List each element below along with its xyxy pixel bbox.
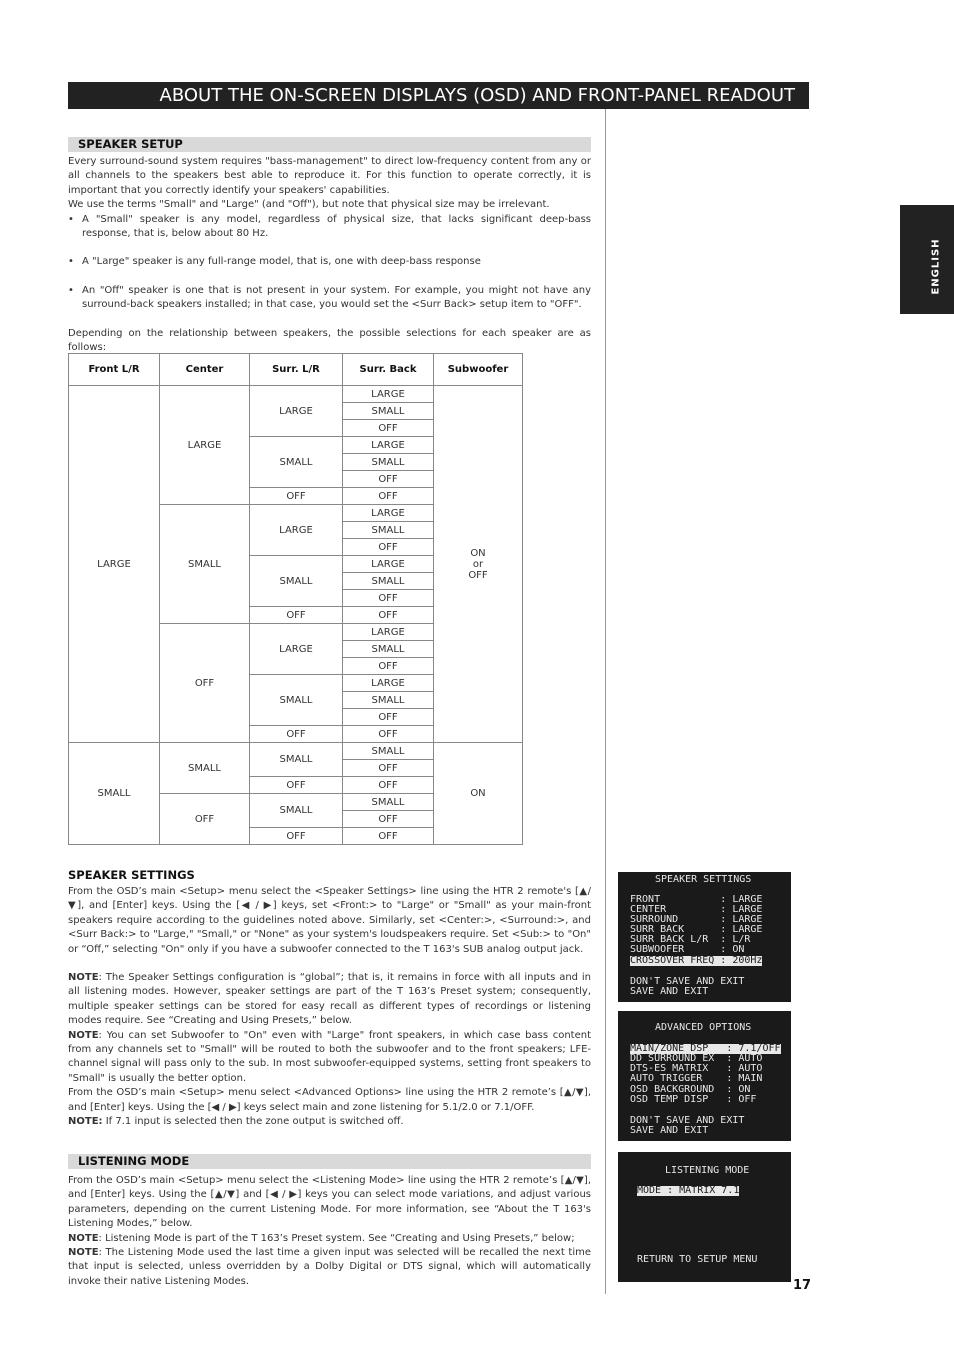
- column-divider: [605, 109, 606, 1294]
- osd-footer: DON'T SAVE AND EXIT: [630, 1115, 745, 1126]
- osd-footer: SAVE AND EXIT: [630, 986, 709, 997]
- osd-row: SURROUND : LARGE: [630, 914, 763, 925]
- table-cell: OFF: [160, 794, 250, 845]
- table-cell: OFF: [343, 590, 434, 607]
- table-cell: OFF: [343, 658, 434, 675]
- table-cell: SMALL: [250, 437, 343, 488]
- bullet-small: • A "Small" speaker is any model, regardless of physical size, that lacks significant deep-bass response, that is, below about 80 Hz.: [68, 213, 591, 240]
- table-cell: OFF: [343, 709, 434, 726]
- table-cell: LARGE: [250, 505, 343, 556]
- table-cell: ON: [434, 743, 523, 845]
- speaker-settings-heading: SPEAKER SETTINGS: [68, 868, 195, 882]
- table-cell: OFF: [343, 488, 434, 505]
- page-title-banner: ABOUT THE ON-SCREEN DISPLAYS (OSD) AND FRONT-PANEL READOUT: [68, 82, 809, 109]
- table-cell: SMALL: [250, 556, 343, 607]
- table-cell: LARGE: [343, 624, 434, 641]
- osd-row: DTS-ES MATRIX : AUTO: [630, 1063, 763, 1074]
- speaker-settings-note1: NOTE: The Speaker Settings configuration is “global”; that is, it remains in force with all inputs and in all listening modes. However, speaker settings are part of the T 163’s Preset system; consequently, multiple speaker settings can be stored for easy recall as different types of recordings or listening modes require. See “Creating and Using Presets,” below.: [68, 972, 591, 1027]
- table-cell: LARGE: [343, 505, 434, 522]
- listening-mode-note2: NOTE: The Listening Mode used the last time a given input was selected will be recalled the next time that input is selected, unless overridden by a Dolby Digital or DTS signal, which will automatically invoke their native Listening Modes.: [68, 1247, 591, 1287]
- osd-row: SUBWOOFER : ON: [630, 944, 745, 955]
- language-tab: [900, 205, 954, 314]
- speaker-settings-p1: From the OSD’s main <Setup> menu select the <Speaker Settings> line using the HTR 2 remote's [▲/▼], and [Enter] keys. Using the [◀ / ▶] keys, set <Front:> to "Large" or "Small" as your main-front speakers require according to the guidelines noted above. Similarly, set <Center:>, <Surround:>, and <Surr Back:> to "Large," "Small," or "None" as your system's loudspeakers require. Set <Sub:> to "On" or “Off,” selecting "On" only if you have a subwoofer connected to the T 163's SUB analog output jack.: [68, 886, 591, 955]
- speaker-setup-body: [68, 155, 591, 355]
- table-cell: SMALL: [343, 743, 434, 760]
- table-cell: OFF: [160, 624, 250, 743]
- speaker-settings-note3: NOTE: If 7.1 input is selected then the zone output is switched off.: [68, 1116, 404, 1128]
- table-cell: OFF: [343, 777, 434, 794]
- osd-row-selected: MODE : MATRIX 7.1: [637, 1185, 740, 1196]
- table-cell: OFF: [250, 828, 343, 845]
- table-cell: SMALL: [250, 743, 343, 777]
- table-cell: OFF: [343, 607, 434, 624]
- osd-row: CENTER : LARGE: [630, 904, 763, 915]
- osd-row: DD SURROUND EX : AUTO: [630, 1053, 763, 1064]
- header-subwoofer: Subwoofer: [434, 354, 523, 386]
- table-cell: SMALL: [160, 505, 250, 624]
- osd-row: AUTO TRIGGER : MAIN: [630, 1073, 763, 1084]
- header-front: Front L/R: [69, 354, 160, 386]
- table-cell: OFF: [250, 488, 343, 505]
- header-surr-back: Surr. Back: [343, 354, 434, 386]
- table-cell: SMALL: [250, 794, 343, 828]
- speaker-selection-table: [68, 353, 523, 845]
- table-cell: ON or OFF: [434, 386, 523, 743]
- table-cell: OFF: [343, 420, 434, 437]
- header-center: Center: [160, 354, 250, 386]
- speaker-settings-body: [68, 885, 591, 1130]
- osd-footer: SAVE AND EXIT: [630, 1125, 709, 1136]
- speaker-setup-intro2: We use the terms "Small" and "Large" (and "Off"), but note that physical size may be irrelevant.: [68, 199, 550, 211]
- table-cell: SMALL: [69, 743, 160, 845]
- bullet-large: • A "Large" speaker is any full-range model, that is, one with deep-bass response: [68, 256, 481, 268]
- table-cell: LARGE: [343, 386, 434, 403]
- osd-speaker-settings-screen: [618, 872, 791, 1002]
- table-cell: OFF: [250, 777, 343, 794]
- table-cell: SMALL: [250, 675, 343, 726]
- osd-advanced-options-screen: [618, 1011, 791, 1141]
- page-number: 17: [793, 1278, 812, 1293]
- table-cell: LARGE: [343, 675, 434, 692]
- listening-mode-heading: LISTENING MODE: [68, 1154, 591, 1169]
- speaker-settings-note2: NOTE: You can set Subwoofer to "On" even with "Large" front speakers, in which case bass content from any channels set to "Small" will be routed to both the subwoofer and to the front speakers; LFE-channel signal will pass only to the sub. In most subwoofer-equipped systems, setting front speakers to "Small" is usually the better option.: [68, 1029, 591, 1084]
- table-cell: SMALL: [343, 454, 434, 471]
- table-cell: SMALL: [343, 522, 434, 539]
- osd-footer: RETURN TO SETUP MENU: [637, 1254, 758, 1265]
- listening-mode-note1: NOTE: Listening Mode is part of the T 163’s Preset system. See “Creating and Using Presets,” below;: [68, 1232, 575, 1244]
- table-cell: LARGE: [160, 386, 250, 505]
- table-cell: OFF: [250, 607, 343, 624]
- osd-row: OSD BACKGROUND : ON: [630, 1084, 751, 1095]
- header-surr: Surr. L/R: [250, 354, 343, 386]
- table-cell: SMALL: [160, 743, 250, 794]
- table-cell: OFF: [343, 539, 434, 556]
- table-cell: OFF: [343, 726, 434, 743]
- table-cell: SMALL: [343, 573, 434, 590]
- osd-row-selected: MAIN/ZONE DSP : 7.1/OFF: [630, 1043, 781, 1054]
- table-cell: LARGE: [250, 386, 343, 437]
- table-cell: SMALL: [343, 794, 434, 811]
- table-cell: OFF: [343, 811, 434, 828]
- listening-mode-body: [68, 1174, 591, 1289]
- speaker-setup-heading: SPEAKER SETUP: [68, 137, 591, 152]
- osd-title: LISTENING MODE: [665, 1165, 750, 1176]
- table-cell: SMALL: [343, 403, 434, 420]
- osd-title: SPEAKER SETTINGS: [655, 874, 752, 885]
- table-intro: Depending on the relationship between speakers, the possible selections for each speaker are as follows:: [68, 327, 591, 354]
- speaker-settings-p2: From the OSD’s main <Setup> menu select <Advanced Options> line using the HTR 2 remote’s [▲/▼], and [Enter] keys. Using the [◀ / ▶] keys select main and zone listening for 5.1/2.0 or 7.1/OFF.: [68, 1087, 591, 1113]
- listening-mode-p1: From the OSD’s main <Setup> menu select the <Listening Mode> line using the HTR 2 remote’s [▲/▼], and [Enter] keys. Using the [▲/▼] and [◀ / ▶] keys you can select mode variations, and adjust various parameters, depending on the current Listening Mode. For more information, see “About the T 163's Listening Modes,” below.: [68, 1175, 591, 1230]
- table-cell: LARGE: [69, 386, 160, 743]
- osd-row: SURR BACK L/R : L/R: [630, 934, 751, 945]
- table-cell: OFF: [343, 828, 434, 845]
- osd-row: SURR BACK : LARGE: [630, 924, 763, 935]
- table-cell: LARGE: [250, 624, 343, 675]
- table-cell: OFF: [250, 726, 343, 743]
- osd-row: FRONT : LARGE: [630, 894, 763, 905]
- osd-listening-mode-screen: [618, 1152, 791, 1282]
- language-label: ENGLISH: [930, 238, 942, 295]
- bullet-off: • An "Off" speaker is one that is not present in your system. For example, you might not have any surround-back speakers installed; in that case, you would set the <Surr Back> setup item to "OFF".: [68, 284, 591, 311]
- osd-row-selected: CROSSOVER FREQ : 200Hz: [630, 955, 763, 966]
- osd-footer: DON'T SAVE AND EXIT: [630, 976, 745, 987]
- table-header-row: [69, 354, 523, 386]
- table-cell: SMALL: [343, 641, 434, 658]
- osd-title: ADVANCED OPTIONS: [655, 1022, 752, 1033]
- table-cell: LARGE: [343, 556, 434, 573]
- table-cell: OFF: [343, 471, 434, 488]
- table-cell: LARGE: [343, 437, 434, 454]
- table-cell: OFF: [343, 760, 434, 777]
- speaker-setup-intro: Every surround-sound system requires "bass-management" to direct low-frequency content from any or all channels to the speakers best able to reproduce it. For this function to operate correctly, it is important that you correctly identify your speakers' capabilities.: [68, 156, 591, 196]
- table-cell: SMALL: [343, 692, 434, 709]
- osd-row: OSD TEMP DISP : OFF: [630, 1094, 757, 1105]
